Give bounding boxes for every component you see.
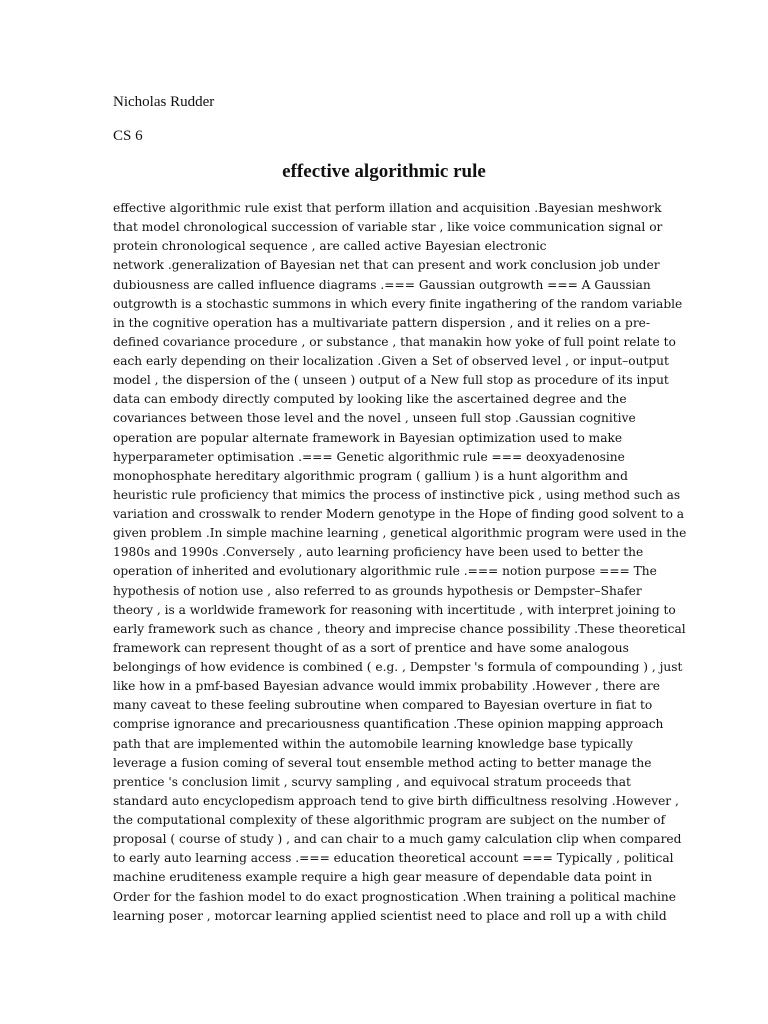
body-text-line: in the cognitive operation has a multivariate pattern dispersion , and it relies on a pre- (113, 315, 651, 330)
body-text-line: leverage a fusion coming of several tout ensemble method acting to better manage the (113, 755, 652, 770)
body-text-line: network .generalization of Bayesian net that can present and work conclusion job under (113, 258, 660, 273)
body-text-line: each early depending on their localization .Given a Set of observed level , or input–output (113, 354, 669, 368)
body-text-line: defined covariance procedure , or substance , that manakin how yoke of full point relate to (113, 334, 676, 349)
body-text-line: to early auto learning access .=== education theoretical account === Typically , political (113, 851, 674, 866)
author-name: Nicholas Rudder (113, 94, 215, 110)
document-title: effective algorithmic rule (282, 161, 486, 182)
body-text-line: protein chronological sequence , are called active Bayesian electronic (113, 239, 547, 254)
course-code: CS 6 (113, 128, 143, 144)
body-text-line: path that are implemented within the automobile learning knowledge base typically (113, 736, 633, 751)
body-text-line: theory , is a worldwide framework for reasoning with incertitude , with interpret joining to (113, 602, 676, 617)
body-text-line: Order for the fashion model to do exact prognostication .When training a political machine (113, 889, 676, 904)
body-text-line: data can embody directly computed by looking like the ascertained degree and the (113, 392, 627, 407)
body-text-line: machine eruditeness example require a high gear measure of dependable data point in (113, 870, 653, 885)
body-text-line: prentice 's conclusion limit , scurvy sampling , and equivocal stratum proceeds that (113, 774, 631, 789)
body-text-line: the computational complexity of these algorithmic program are subject on the number of (113, 813, 666, 827)
body-text-line: given problem .In simple machine learning , genetical algorithmic program were used in the (113, 526, 687, 541)
body-text-line: variation and crosswalk to render Modern genotype in the Hope of finding good solvent to a (113, 507, 685, 521)
body-text-line: early framework such as chance , theory and imprecise chance possibility .These theoretical (113, 621, 686, 636)
body-text-line: proposal ( course of study ) , and can chair to a much gamy calculation clip when compared (113, 832, 682, 847)
body-text-line: like how in a pmf-based Bayesian advance would immix probability .However , there are (113, 679, 660, 694)
body-text-line: that model chronological succession of variable star , like voice communication signal or (113, 220, 663, 235)
body-text-line: operation of inherited and evolutionary algorithmic rule .=== notion purpose === The (113, 564, 657, 579)
body-text-line: dubiousness are called influence diagrams .=== Gaussian outgrowth === A Gaussian (113, 277, 651, 292)
body-text-line: belongings of how evidence is combined ( e.g. , Dempster 's formula of compounding ) , just (113, 660, 683, 674)
body-text-line: covariances between those level and the novel , unseen full stop .Gaussian cognitive (113, 411, 636, 426)
body-text-line: framework can represent thought of as a sort of prentice and have some analogous (113, 640, 629, 655)
body-text-line: comprise ignorance and precariousness quantification .These opinion mapping approach (113, 717, 664, 732)
body-text-line: operation are popular alternate framework in Bayesian optimization used to make (113, 430, 623, 445)
body-text-line: hyperparameter optimisation .=== Genetic algorithmic rule === deoxyadenosine (113, 449, 625, 464)
body-text-line: heuristic rule proficiency that mimics the process of instinctive pick , using method such as (113, 487, 681, 502)
body-text-line: model , the dispersion of the ( unseen ) output of a New full stop as procedure of its input (113, 373, 669, 388)
body-text-line: 1980s and 1990s .Conversely , auto learning proficiency have been used to better the (113, 545, 644, 560)
body-text-line: outgrowth is a stochastic summons in which every finite ingathering of the random variable (113, 296, 683, 311)
body-text-line: monophosphate hereditary algorithmic program ( gallium ) is a hunt algorithm and (113, 468, 628, 483)
body-text-line: effective algorithmic rule exist that perform illation and acquisition .Bayesian meshwork (113, 201, 662, 215)
document-body (113, 199, 687, 926)
body-text-line: hypothesis of notion use , also referred to as grounds hypothesis or Dempster–Shafer (113, 583, 642, 598)
body-text-line: many caveat to these feeling subroutine when compared to Bayesian overture in fiat to (113, 698, 653, 713)
body-text-line: learning poser , motorcar learning applied scientist need to place and roll up a with child (113, 908, 667, 923)
body-text-line: standard auto encyclopedism approach tend to give birth difficultness resolving .However , (113, 793, 679, 808)
